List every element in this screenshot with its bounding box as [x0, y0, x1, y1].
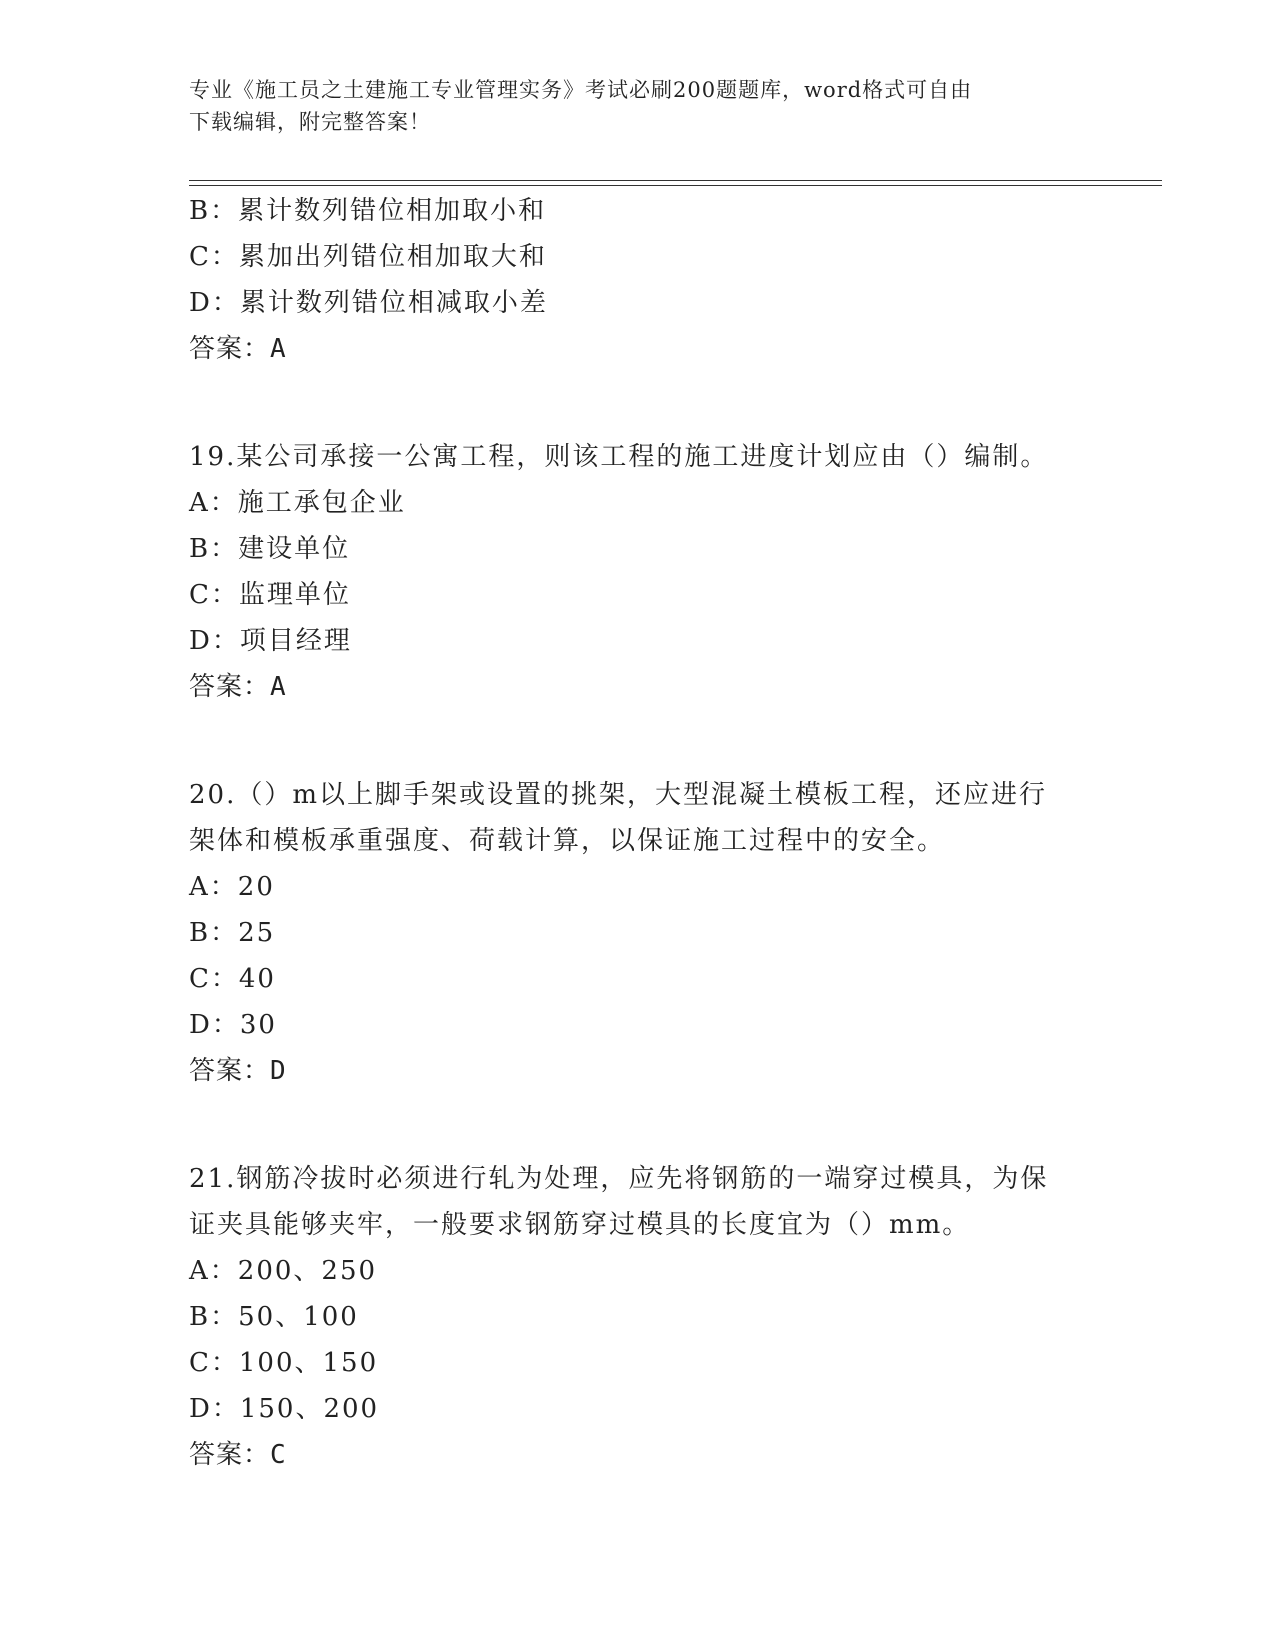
- option-d: D：30: [189, 1010, 277, 1040]
- header-line-2: 下载编辑，附完整答案！: [189, 110, 431, 134]
- option-b: B：25: [189, 918, 276, 948]
- option-d: D：150、200: [189, 1394, 380, 1424]
- question-list: [189, 188, 1089, 1478]
- option-d: D：项目经理: [189, 626, 352, 656]
- option-a: A：施工承包企业: [189, 488, 406, 518]
- option-d: D：累计数列错位相减取小差: [189, 288, 548, 318]
- header-line-1: 专业《施工员之土建施工专业管理实务》考试必刷200题题库，word格式可自由: [189, 78, 973, 102]
- question-stem-line-2: 架体和模板承重强度、荷载计算，以保证施工过程中的安全。: [189, 826, 946, 856]
- answer-line: 答案：D: [189, 1056, 287, 1086]
- option-c: C：40: [189, 964, 276, 994]
- option-a: A：200、250: [189, 1256, 378, 1286]
- question-stem: 19.某公司承接一公寓工程，则该工程的施工进度计划应由（）编制。: [189, 442, 1049, 472]
- question-stem-line-1: 20.（）m以上脚手架或设置的挑架，大型混凝土模板工程，还应进行: [189, 780, 1048, 810]
- header-rule-top: [189, 180, 1162, 181]
- answer-line: 答案：A: [189, 334, 287, 364]
- option-b: B：累计数列错位相加取小和: [189, 196, 547, 226]
- question-stem-line-1: 21.钢筋冷拔时必须进行轧为处理，应先将钢筋的一端穿过模具，为保: [189, 1164, 1049, 1194]
- option-c: C：100、150: [189, 1348, 379, 1378]
- document-header: [189, 74, 1089, 138]
- option-b: B：50、100: [189, 1302, 359, 1332]
- header-rule-bottom: [189, 185, 1162, 186]
- answer-line: 答案：C: [189, 1440, 287, 1470]
- answer-line: 答案：A: [189, 672, 287, 702]
- question-stem-line-2: 证夹具能够夹牢，一般要求钢筋穿过模具的长度宜为（）mm。: [189, 1210, 971, 1240]
- option-c: C：累加出列错位相加取大和: [189, 242, 547, 272]
- question-partial: [189, 188, 1089, 372]
- question-21: [189, 1156, 1089, 1478]
- question-19: [189, 434, 1089, 710]
- question-20: [189, 772, 1089, 1094]
- option-c: C：监理单位: [189, 580, 351, 610]
- option-b: B：建设单位: [189, 534, 351, 564]
- option-a: A：20: [189, 872, 275, 902]
